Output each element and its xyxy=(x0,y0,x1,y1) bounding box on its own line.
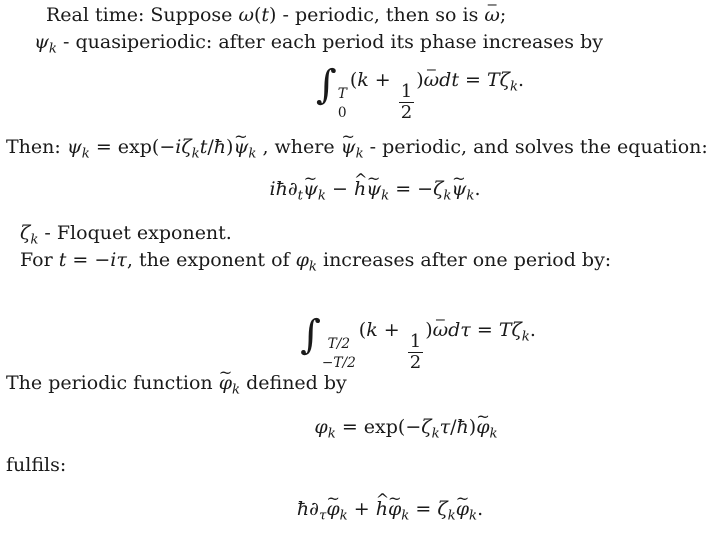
text-line-real-time: Real time: Suppose ω(t) - periodic, then so is ‒ ω; xyxy=(46,6,506,25)
text-segment: - Floquet exponent. xyxy=(38,222,232,244)
text-segment: The periodic function xyxy=(6,372,219,394)
text-segment: increases after one period by: xyxy=(316,249,612,271)
text-segment: fulfils: xyxy=(6,454,67,476)
equation-schrodinger: $iħ\partial_t\sim$ $\psi_k$ − ^ h~ $\psi_k$ = $-\zeta_k\sim$ $\psi_k$. xyxy=(0,180,720,199)
equation-phi-definition: $\varphi_k$ = $\exp(-\zeta_k\tau/ħ)\sim$ $\varphi_k$ xyxy=(0,418,720,437)
text-segment: Then: xyxy=(6,136,67,158)
text-segment: Real time: Suppose xyxy=(46,4,239,26)
text-line-quasiperiodic xyxy=(34,31,603,57)
text-line-floquet xyxy=(20,222,232,248)
text-line-then: Then: $\psi_k$ = $\exp(-i\zeta_kt/ħ)\sim$ $\psi_k$ , where ~ $\psi_k$ - periodic, and solves the equation: xyxy=(6,138,708,157)
text-segment: - periodic, then so is xyxy=(276,4,485,26)
equation-imaginary-time-integral: ∫ T/2 −T/2 (k + $\frac{1}{2}$ )‒ $\omega d\tau = T\zeta_k$. xyxy=(0,316,720,373)
text-segment: For xyxy=(20,249,59,271)
subscript: k xyxy=(48,41,57,57)
text-line-fulfils xyxy=(6,456,66,475)
equation-phi-evolution: $ħ\partial_\tau\sim$ $\varphi_k$ + ^ h~ $\varphi_k$ = $\zeta_k\sim$ $\varphi_k$. xyxy=(0,500,720,519)
text-segment: - quasiperiodic: after each period its phase increases by xyxy=(56,31,603,53)
psi-symbol: ψ xyxy=(34,31,49,53)
text-segment: , the exponent of xyxy=(126,249,296,271)
text-line-periodic-function: The periodic function ~ $\varphi_k$ defined by xyxy=(6,374,347,393)
subscript: k xyxy=(30,232,39,248)
text-segment: , where xyxy=(262,136,341,158)
text-line-for-t: For t = −iτ, the exponent of $\varphi_k$ increases after one period by: xyxy=(20,249,612,275)
text-segment: - periodic, and solves the equation: xyxy=(363,136,708,158)
text-segment: defined by xyxy=(240,372,347,394)
equation-phase-integral: ∫ T 0 (k + $\frac{1}{2}$ )‒ $\omega dt = T\zeta_k$. xyxy=(0,66,720,123)
zeta-symbol: ζ xyxy=(20,222,31,244)
